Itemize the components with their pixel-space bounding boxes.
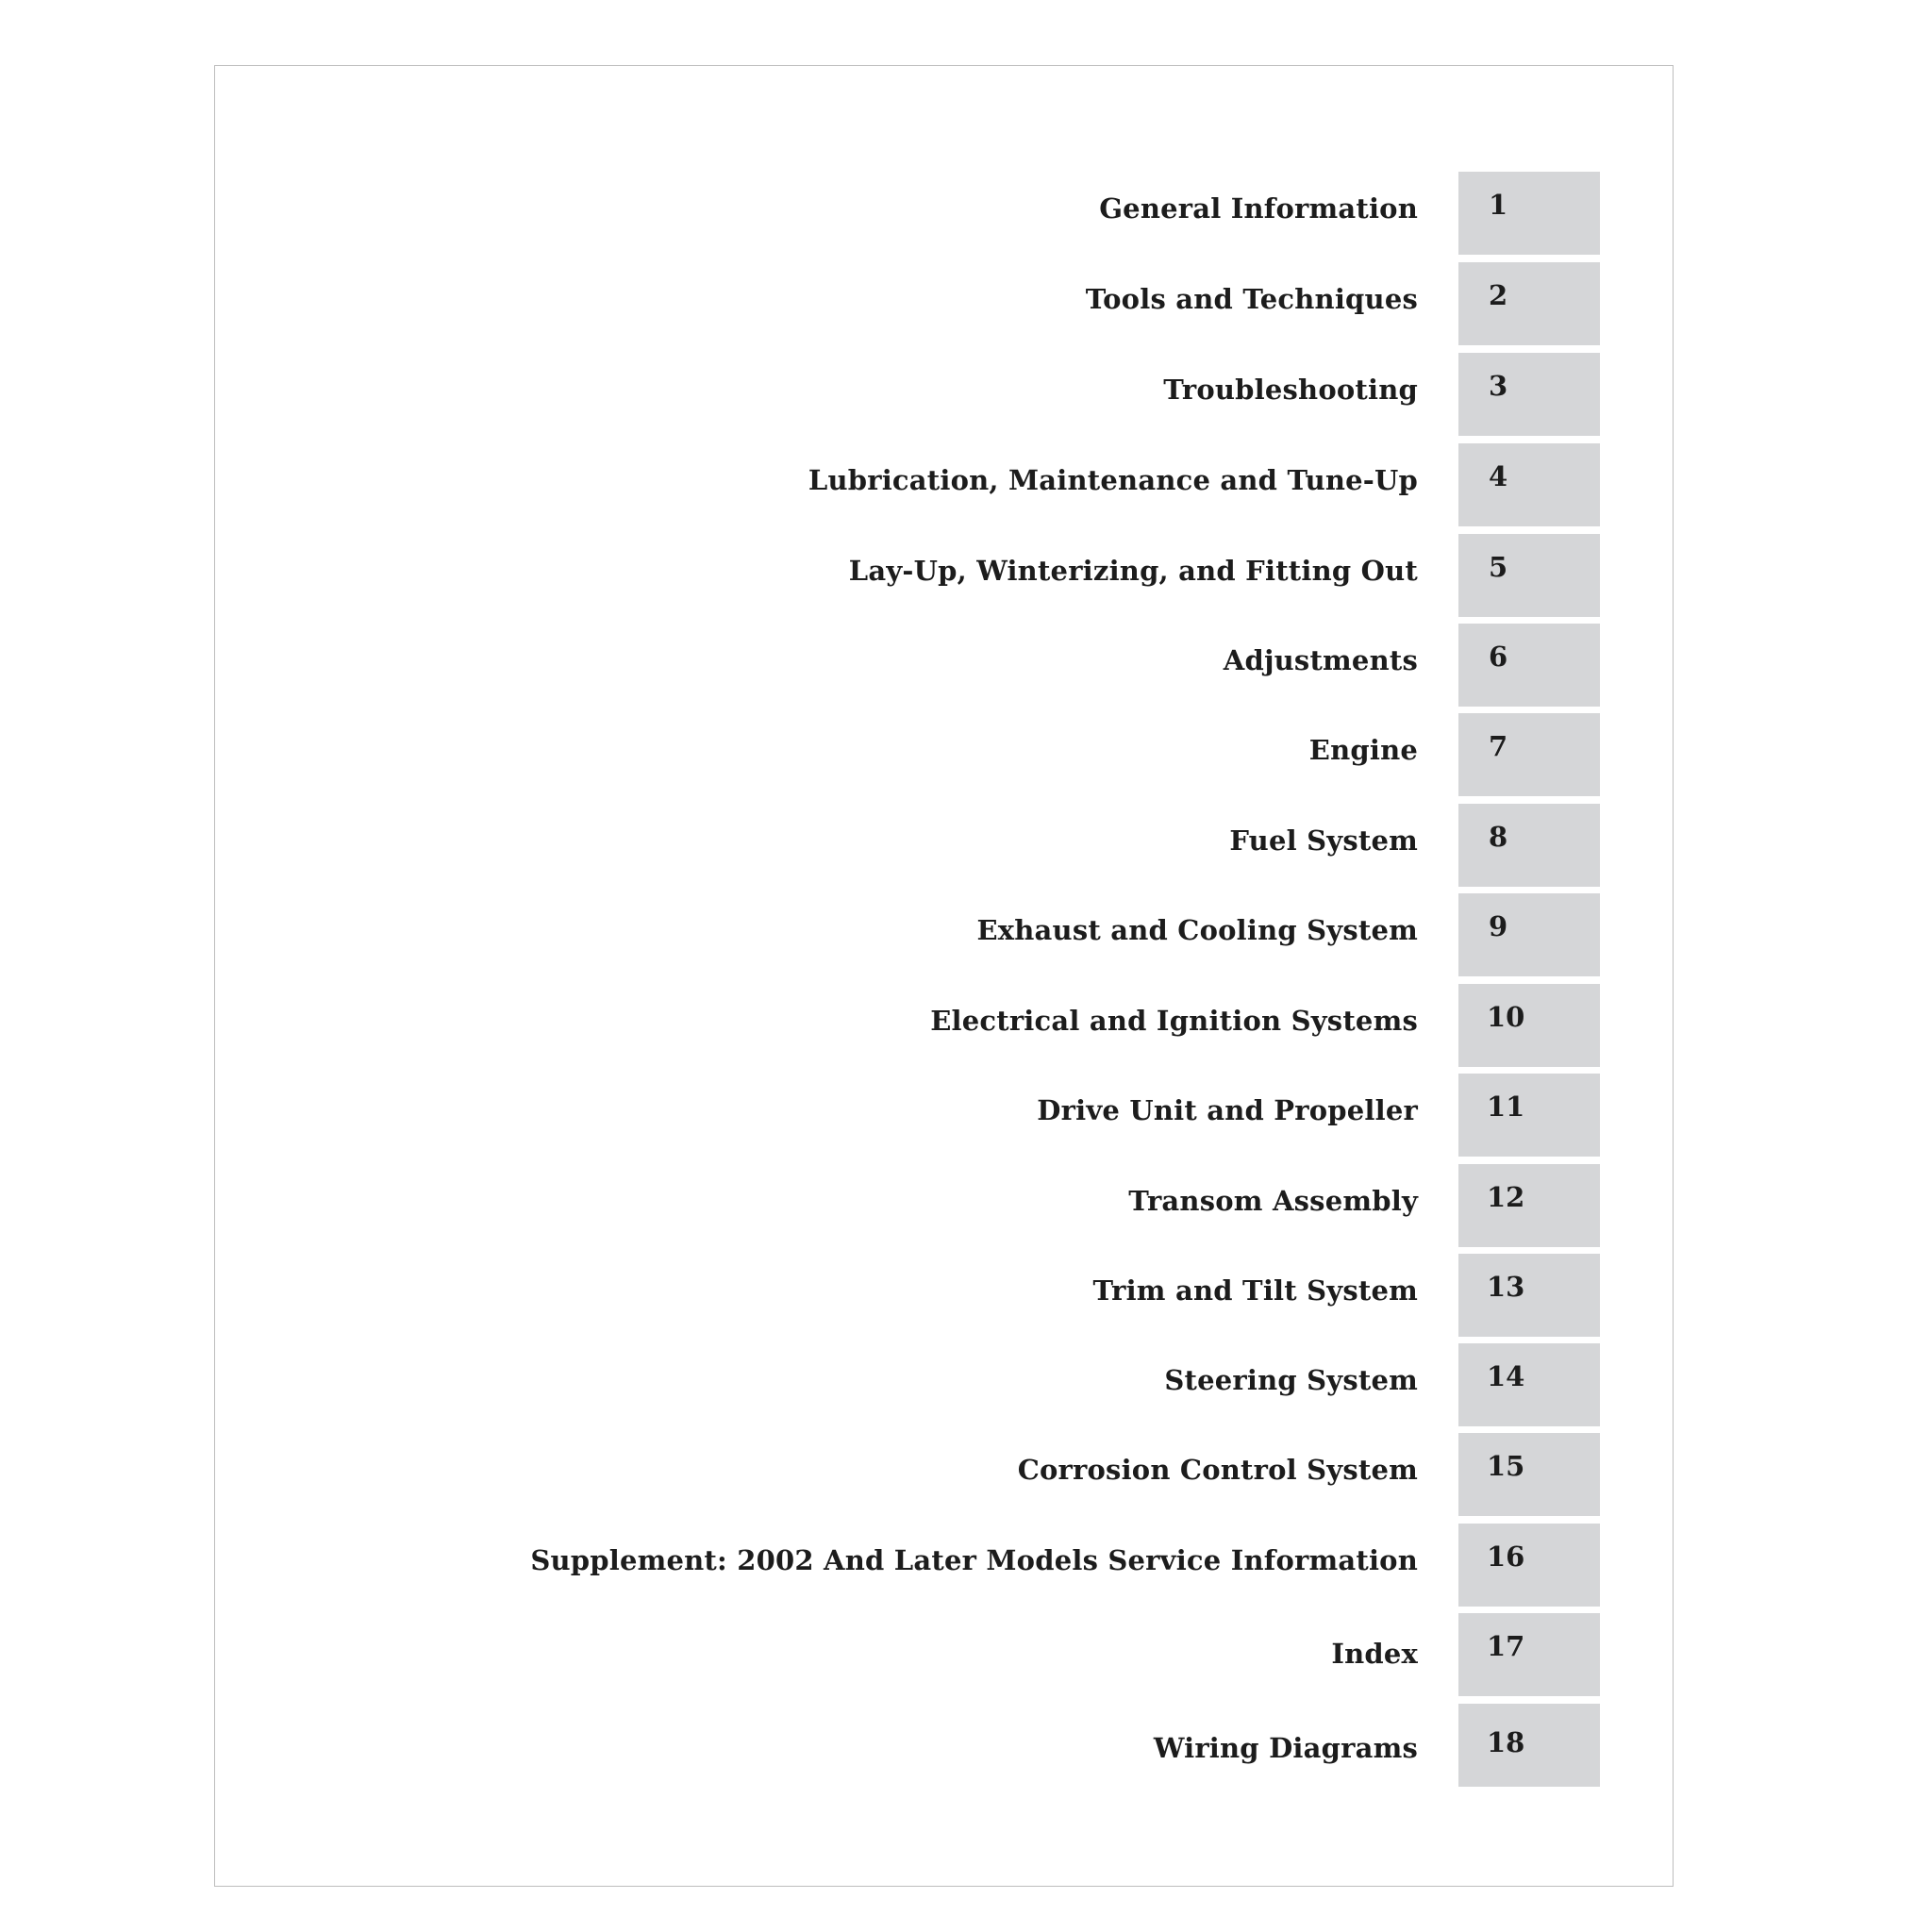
chapter-tab[interactable]: [1458, 1164, 1600, 1247]
chapter-title: Drive Unit and Propeller: [1037, 1094, 1418, 1126]
chapter-title: Supplement: 2002 And Later Models Service Information: [530, 1544, 1418, 1576]
toc-entry-8[interactable]: [215, 804, 1673, 887]
chapter-title: Transom Assembly: [1128, 1185, 1418, 1217]
toc-entry-18[interactable]: [215, 1704, 1673, 1787]
toc-entry-11[interactable]: [215, 1074, 1673, 1157]
chapter-title: Electrical and Ignition Systems: [930, 1005, 1418, 1037]
chapter-number: 1: [1489, 189, 1508, 221]
toc-entry-5[interactable]: [215, 534, 1673, 617]
chapter-number: 13: [1487, 1271, 1525, 1303]
chapter-tab[interactable]: [1458, 262, 1600, 345]
toc-entry-9[interactable]: [215, 893, 1673, 976]
document-page: [214, 65, 1674, 1887]
chapter-number: 9: [1489, 910, 1508, 942]
chapter-tab[interactable]: [1458, 1704, 1600, 1787]
chapter-tab[interactable]: [1458, 893, 1600, 976]
chapter-title: Index: [1331, 1638, 1418, 1670]
chapter-title: Lay-Up, Winterizing, and Fitting Out: [848, 555, 1418, 587]
toc-entry-7[interactable]: [215, 713, 1673, 796]
chapter-number: 5: [1489, 551, 1508, 583]
chapter-number: 14: [1487, 1360, 1525, 1392]
chapter-tab[interactable]: [1458, 1254, 1600, 1337]
chapter-tab[interactable]: [1458, 1613, 1600, 1696]
toc-entry-17[interactable]: [215, 1613, 1673, 1696]
toc-entry-13[interactable]: [215, 1254, 1673, 1337]
chapter-number: 15: [1487, 1450, 1525, 1482]
toc-entry-14[interactable]: [215, 1343, 1673, 1426]
chapter-number: 7: [1489, 730, 1508, 762]
chapter-number: 17: [1487, 1630, 1525, 1662]
chapter-tab[interactable]: [1458, 443, 1600, 526]
chapter-title: Exhaust and Cooling System: [976, 914, 1418, 946]
chapter-tab[interactable]: [1458, 172, 1600, 255]
chapter-tab[interactable]: [1458, 1074, 1600, 1157]
chapter-title: Corrosion Control System: [1017, 1454, 1418, 1486]
chapter-number: 10: [1487, 1001, 1525, 1033]
chapter-number: 8: [1489, 821, 1508, 853]
chapter-title: General Information: [1099, 192, 1418, 225]
chapter-title: Wiring Diagrams: [1153, 1732, 1418, 1764]
chapter-tab[interactable]: [1458, 1343, 1600, 1426]
chapter-number: 3: [1489, 370, 1508, 402]
table-of-contents: [215, 66, 1673, 1886]
chapter-title: Trim and Tilt System: [1092, 1274, 1418, 1307]
chapter-tab[interactable]: [1458, 1524, 1600, 1607]
toc-entry-4[interactable]: [215, 443, 1673, 526]
chapter-title: Engine: [1308, 734, 1418, 766]
chapter-tab[interactable]: [1458, 804, 1600, 887]
chapter-tab[interactable]: [1458, 534, 1600, 617]
chapter-number: 6: [1489, 641, 1508, 673]
toc-entry-15[interactable]: [215, 1433, 1673, 1516]
chapter-tab[interactable]: [1458, 984, 1600, 1067]
chapter-number: 16: [1487, 1541, 1525, 1573]
chapter-tab[interactable]: [1458, 713, 1600, 796]
toc-entry-10[interactable]: [215, 984, 1673, 1067]
chapter-title: Steering System: [1164, 1364, 1418, 1396]
chapter-number: 2: [1489, 279, 1508, 311]
toc-entry-1[interactable]: [215, 172, 1673, 255]
chapter-title: Troubleshooting: [1163, 374, 1418, 406]
toc-entry-6[interactable]: [215, 624, 1673, 707]
chapter-title: Adjustments: [1223, 644, 1418, 676]
chapter-title: Tools and Techniques: [1085, 283, 1418, 315]
toc-entry-2[interactable]: [215, 262, 1673, 345]
chapter-number: 12: [1487, 1181, 1525, 1213]
toc-entry-16[interactable]: [215, 1524, 1673, 1607]
chapter-title: Fuel System: [1229, 824, 1418, 857]
chapter-number: 18: [1487, 1726, 1525, 1758]
chapter-number: 4: [1489, 460, 1508, 492]
chapter-title: Lubrication, Maintenance and Tune-Up: [808, 464, 1418, 496]
toc-entry-12[interactable]: [215, 1164, 1673, 1247]
chapter-tab[interactable]: [1458, 1433, 1600, 1516]
chapter-tab[interactable]: [1458, 624, 1600, 707]
chapter-tab[interactable]: [1458, 353, 1600, 436]
toc-entry-3[interactable]: [215, 353, 1673, 436]
chapter-number: 11: [1487, 1091, 1525, 1123]
